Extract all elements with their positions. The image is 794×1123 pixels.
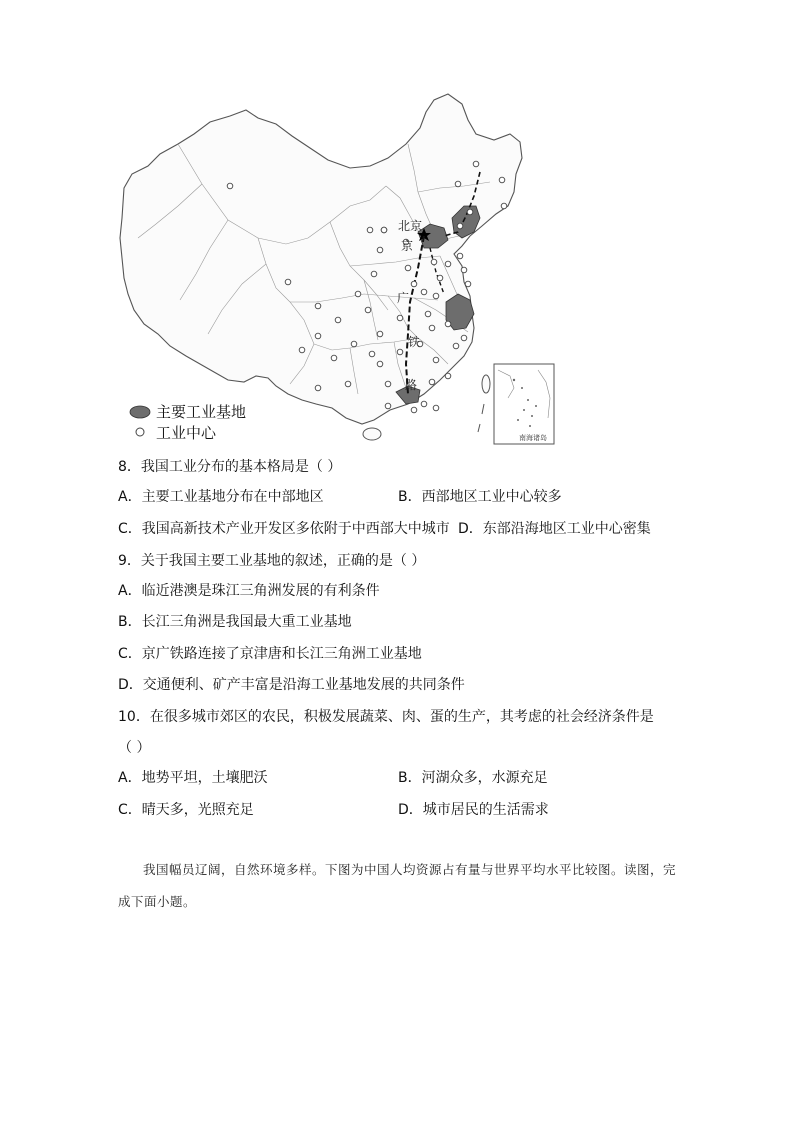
- label-beijing: 北京: [398, 219, 423, 233]
- taiwan-island: [482, 375, 490, 393]
- question-10-option-c[interactable]: C．晴天多，光照充足: [118, 802, 254, 818]
- south-china-sea-inset: [494, 364, 554, 444]
- rail-char-3: 铁: [408, 335, 421, 349]
- china-outline: [120, 94, 522, 424]
- question-8-option-b[interactable]: B．西部地区工业中心较多: [398, 489, 562, 505]
- question-10-stem-cont: （ ）: [118, 740, 151, 756]
- question-9-option-d[interactable]: D．交通便利、矿产丰富是沿海工业基地发展的共同条件: [118, 677, 465, 693]
- question-9-option-a[interactable]: A．临近港澳是珠江三角洲发展的有利条件: [118, 583, 380, 599]
- legend-base-label: 主要工业基地: [156, 403, 247, 421]
- rail-char-1: 京: [401, 239, 414, 253]
- question-8-stem: 8．我国工业分布的基本格局是（ ）: [118, 459, 342, 475]
- question-10-stem: 10．在很多城市郊区的农民，积极发展蔬菜、肉、蛋的生产，其考虑的社会经济条件是: [118, 709, 654, 725]
- inset-label: 南海诸岛: [519, 434, 547, 442]
- map-legend: [130, 403, 246, 442]
- nine-dash-marks: [478, 404, 484, 432]
- hainan-island: [363, 428, 381, 440]
- question-8-option-c[interactable]: C．我国高新技术产业开发区多依附于中西部大中城市: [118, 521, 450, 537]
- question-9-stem: 9．关于我国主要工业基地的叙述，正确的是（ ）: [118, 553, 426, 569]
- question-10-option-d[interactable]: D．城市居民的生活需求: [398, 802, 549, 818]
- rail-char-2: 广: [397, 291, 410, 305]
- question-8-option-a[interactable]: A．主要工业基地分布在中部地区: [118, 489, 324, 505]
- question-8-option-d[interactable]: D．东部沿海地区工业中心密集: [458, 521, 651, 537]
- legend-center-label: 工业中心: [156, 424, 217, 442]
- section-intro-paragraph: 我国幅员辽阔，自然环境多样。下图为中国人均资源占有量与世界平均水平比较图。读图，完成下面小题。: [118, 862, 677, 909]
- rail-char-4: 路: [405, 378, 418, 392]
- china-industry-map: [118, 88, 566, 450]
- question-10-option-a[interactable]: A．地势平坦，土壤肥沃: [118, 770, 268, 786]
- legend-base-symbol: [130, 406, 150, 418]
- legend-center-symbol: [136, 428, 144, 436]
- question-9-option-c[interactable]: C．京广铁路连接了京津唐和长江三角洲工业基地: [118, 646, 422, 662]
- question-9-option-b[interactable]: B．长江三角洲是我国最大重工业基地: [118, 614, 352, 630]
- question-10-option-b[interactable]: B．河湖众多，水源充足: [398, 770, 548, 786]
